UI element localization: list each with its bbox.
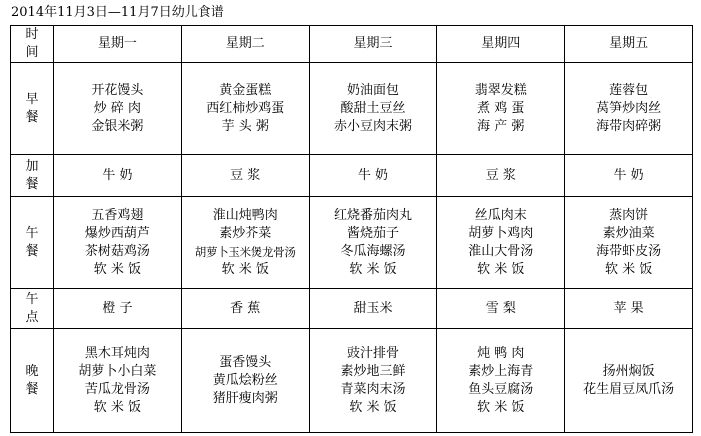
- dish-item: 西红柿炒鸡蛋: [206, 100, 285, 116]
- dish-item: 酸甜土豆丝: [340, 100, 406, 116]
- dish-item: 煮 鸡 蛋: [477, 100, 525, 116]
- dish-item: 红烧番茄肉丸: [333, 207, 412, 223]
- meal-label-char: 餐: [25, 176, 39, 192]
- menu-cell-tuesday: [181, 197, 309, 289]
- dish-item: 胡萝卜鸡肉: [468, 225, 534, 241]
- corner-cell-time: [11, 26, 54, 63]
- meal-row-lunch: [11, 197, 693, 289]
- dish-item: 软 米 饭: [93, 399, 142, 415]
- menu-cell-wednesday: [309, 197, 437, 289]
- dish-item: 豆 浆: [230, 167, 261, 183]
- meal-row-dinner: [11, 329, 693, 433]
- dish-item: 软 米 饭: [477, 399, 525, 415]
- menu-cell-thursday: [437, 197, 565, 289]
- menu-cell-friday: [565, 155, 693, 197]
- menu-cell-tuesday: [181, 289, 309, 329]
- menu-cell-friday: [565, 329, 693, 433]
- dish-item: 蛋香馒头: [219, 354, 272, 370]
- dish-item: 蒸肉饼: [609, 207, 649, 223]
- dish-item: 鱼头豆腐汤: [468, 381, 534, 397]
- menu-cell-thursday: [437, 289, 565, 329]
- menu-cell-friday: [565, 63, 693, 155]
- dish-item: 奶油面包: [346, 82, 399, 98]
- dish-item: 豉汁排骨: [346, 345, 399, 361]
- dish-item: 软 米 饭: [349, 261, 397, 277]
- dish-item: 胡萝卜小白菜: [78, 363, 157, 379]
- meal-label-breakfast: [11, 63, 54, 155]
- meal-label-afternoon-snack: [11, 289, 54, 329]
- dish-item: 素炒上海青: [468, 363, 534, 379]
- dish-item: 黑木耳炖肉: [84, 345, 150, 361]
- meal-row-afternoon-snack: [11, 289, 693, 329]
- menu-cell-thursday: [437, 155, 565, 197]
- dish-item: 酱烧茄子: [346, 225, 399, 241]
- menu-cell-wednesday: [309, 155, 437, 197]
- meal-label-morning-snack: [11, 155, 54, 197]
- dish-item: 青菜肉末汤: [340, 381, 406, 397]
- day-header-thursday: 星期四: [437, 26, 565, 63]
- dish-item: 苦瓜龙骨汤: [84, 381, 150, 397]
- dish-item: 扬州焖饭: [602, 363, 655, 379]
- meal-label-char: 早: [25, 91, 39, 107]
- meal-label-char: 餐: [25, 381, 39, 397]
- dish-item: 炒 碎 肉: [93, 100, 142, 116]
- dish-item: 橙 子: [102, 300, 133, 316]
- corner-char: 间: [25, 45, 39, 60]
- dish-item: 牛 奶: [613, 167, 644, 183]
- dish-item: 五香鸡翅: [91, 207, 144, 223]
- menu-cell-monday: [54, 329, 182, 433]
- menu-cell-friday: [565, 289, 693, 329]
- menu-cell-monday: [54, 63, 182, 155]
- weekly-menu-table: [10, 25, 693, 433]
- dish-item: 茶树菇鸡汤: [84, 243, 150, 259]
- dish-item: 软 米 饭: [604, 261, 653, 277]
- dish-item: 莲蓉包: [609, 82, 649, 98]
- dish-item: 牛 奶: [357, 167, 389, 183]
- dish-item: 翡翠发糕: [474, 82, 527, 98]
- meal-label-char: 加: [25, 158, 39, 174]
- menu-cell-wednesday: [309, 329, 437, 433]
- dish-item: 丝瓜肉末: [474, 207, 527, 223]
- dish-item: 黄金蛋糕: [219, 82, 272, 98]
- meal-row-morning-snack: [11, 155, 693, 197]
- dish-item: 牛 奶: [102, 167, 133, 183]
- dish-item: 软 米 饭: [221, 261, 269, 277]
- day-header-tuesday: 星期二: [181, 26, 309, 63]
- dish-item: 软 米 饭: [349, 399, 397, 415]
- dish-item: 海带肉碎粥: [596, 118, 662, 134]
- meal-label-char: 午: [25, 291, 39, 307]
- dish-item: 淮山炖鸭肉: [212, 207, 278, 223]
- menu-cell-wednesday: [309, 63, 437, 155]
- header-row: [11, 26, 693, 63]
- menu-cell-tuesday: [181, 63, 309, 155]
- dish-item: 冬瓜海螺汤: [340, 243, 406, 259]
- dish-item: 开花馒头: [91, 82, 144, 98]
- dish-item: 猪肝瘦肉粥: [212, 390, 278, 406]
- dish-item: 素炒油菜: [602, 225, 655, 241]
- dish-item: 甜玉米: [353, 300, 393, 316]
- dish-item: 胡萝卜玉米煲龙骨汤: [194, 244, 296, 259]
- meal-label-char: 餐: [25, 243, 39, 259]
- dish-item: 莴笋炒肉丝: [596, 100, 662, 116]
- dish-item: 软 米 饭: [477, 261, 525, 277]
- dish-item: 香 蕉: [230, 300, 261, 316]
- dish-item: 海 产 粥: [477, 118, 525, 134]
- day-header-wednesday: 星期三: [309, 26, 437, 63]
- menu-cell-wednesday: [309, 289, 437, 329]
- menu-cell-tuesday: [181, 329, 309, 433]
- dish-item: 芋 头 粥: [221, 118, 269, 134]
- menu-title: 2014年11月3日—11月7日幼儿食谱: [11, 5, 224, 20]
- meal-label-char: 餐: [25, 109, 39, 125]
- dish-item: 淮山大骨汤: [468, 243, 534, 259]
- dish-item: 赤小豆肉末粥: [333, 118, 412, 134]
- dish-item: 豆 浆: [485, 167, 516, 183]
- dish-item: 素炒芥菜: [219, 225, 272, 241]
- dish-item: 黄瓜烩粉丝: [212, 372, 278, 388]
- menu-cell-thursday: [437, 63, 565, 155]
- day-header-friday: 星期五: [565, 26, 693, 63]
- menu-cell-tuesday: [181, 155, 309, 197]
- meal-label-lunch: [11, 197, 54, 289]
- corner-char: 时: [25, 27, 39, 42]
- meal-label-char: 晚: [25, 363, 39, 379]
- meal-label-dinner: [11, 329, 54, 433]
- day-header-monday: 星期一: [54, 26, 182, 63]
- dish-item: 苹 果: [613, 300, 644, 316]
- meal-row-breakfast: [11, 63, 693, 155]
- menu-cell-monday: [54, 197, 182, 289]
- menu-cell-friday: [565, 197, 693, 289]
- meal-label-char: 点: [25, 309, 39, 325]
- menu-cell-thursday: [437, 329, 565, 433]
- dish-item: 爆炒西葫芦: [84, 225, 150, 241]
- dish-item: 雪 梨: [485, 300, 516, 316]
- dish-item: 金银米粥: [91, 118, 144, 134]
- dish-item: 素炒地三鲜: [340, 363, 406, 379]
- dish-item: 海带虾皮汤: [596, 243, 662, 259]
- meal-label-char: 午: [25, 225, 39, 241]
- menu-cell-monday: [54, 155, 182, 197]
- menu-cell-monday: [54, 289, 182, 329]
- dish-item: 花生眉豆凤爪汤: [583, 381, 675, 397]
- dish-item: 炖 鸭 肉: [477, 345, 525, 361]
- dish-item: 软 米 饭: [93, 261, 142, 277]
